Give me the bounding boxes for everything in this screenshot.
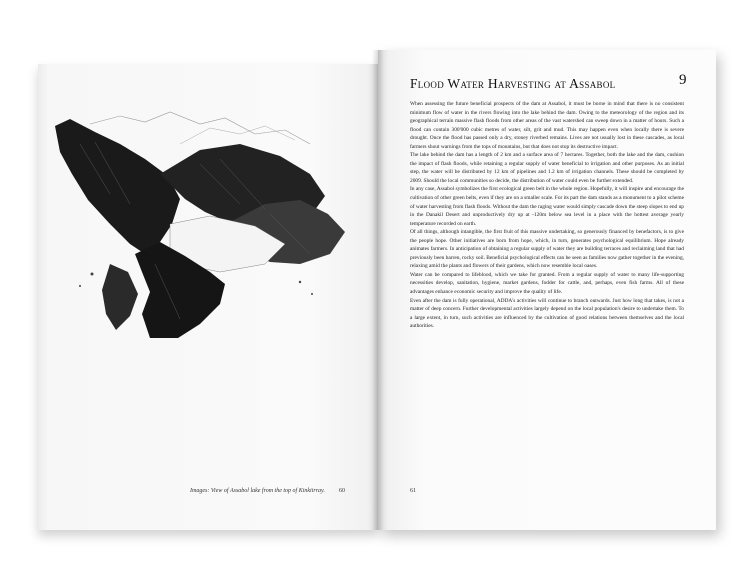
left-page-number: 60 — [339, 488, 345, 494]
right-page-number: 61 — [410, 488, 416, 494]
chapter-number: 9 — [679, 72, 687, 88]
body-paragraph: Water can be compared to lifeblood, which we take for granted. From a regular supply of water to many life-supporting necessities develop, sanitation, hygiene, market gardens, fodder for cattle, and, perhaps, even fish farms. All of these advantages enhance economic security and improve the quality of life. — [410, 271, 684, 296]
image-caption: Images: View of Assabol lake from the top of Kinkiirray. — [190, 488, 325, 494]
chapter-title: Flood Water Harvesting at Assabol — [410, 76, 616, 91]
body-paragraph: When assessing the future beneficial prospects of the dam at Assabol, it must be borne in mind that there is no consistent minimum flow of water in the rivers flowing into the lake behind the dam. Owing to the meteorology of the region and its geographical terrain massive flash floods from other areas of the vast watershed can sweep down in a matter of hours. Such a flood can contain 300'000 cubic metres of water, silt, grit and mud. This may happen even when locally there is severe drought. Once the flood has passed only a dry, stoney riverbed remains. Lives are not usually lost in these cascades, as local farmers shout warnings from the tops of mountains, but that does not stop its destructive impact. — [410, 101, 684, 150]
body-paragraph: In any case, Assabol symbolizes the first ecological green belt in the whole region. Hopefully, it will inspire and encourage the cultivation of other green belts, even if they are on a smaller scale. For its part the dam stands as a monument to a pilot scheme of water harvesting from flash floods. Without the dam the raging water would simply cascade down the steep slopes to end up in the Danakil Desert and unproductively dry up at -120m below sea level in a place with the hottest average yearly temperature recorded on earth. — [410, 186, 684, 227]
article-body — [410, 100, 684, 331]
body-paragraph: Even after the dam is fully operational, ADDA's activities will continue to branch outwards. Just how long that takes, is not a matter of deep concern. Further developmental activities largely depend on the local population's desire to undertake them. To a large extent, in turn, such activities are influenced by the cultivation of good relations between themselves and the local authorities. — [410, 297, 684, 330]
lake-landscape-illustration — [50, 104, 350, 340]
body-paragraph: The lake behind the dam has a length of 2 km and a surface area of 7 hectares. Together, both the lake and the dam, cushion the impact of flash floods, while retaining a regular supply of water beneficial to irrigation and other purposes. As an initial step, the water will be distributed by 12 km of pipelines and 1.2 km of irrigation channels. These should be completed by 2009. Should the local communities so decide, the distribution of water could even be further extended. — [410, 152, 684, 184]
book-gutter — [372, 50, 384, 530]
body-paragraph: Of all things, although intangible, the first fruit of this massive undertaking, so generously financed by benefactors, is to give the people hope. Other initiatives are born from hope, which, in turn, generates psychological equilibrium. Hope already animates farmers. In anticipation of obtaining a regular supply of water they are building terraces and reclaiming land that had previously been barren, rocky soil. Beneficial psychological effects can be seen as families now gather together in the evening, relaxing amid the plants and flowers of their gardens, which now resemble local oases. — [410, 229, 684, 270]
